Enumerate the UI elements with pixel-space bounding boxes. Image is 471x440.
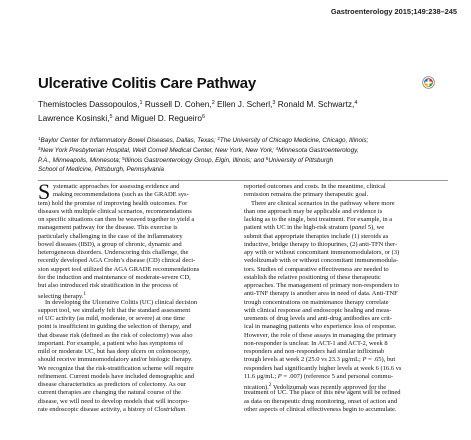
drop-cap: S — [38, 179, 51, 204]
text-line — [38, 340, 244, 348]
text-line — [38, 200, 244, 208]
author-line — [38, 97, 443, 111]
text-run: reported outcomes and costs. In the meantime, clinical — [244, 183, 386, 190]
crossmark-icon[interactable] — [422, 76, 435, 89]
affiliation-line — [38, 155, 448, 165]
text-line — [244, 266, 450, 274]
text-line — [38, 406, 244, 414]
text-run: apy with or without concomitant immunomodulators, or (3) — [244, 249, 400, 256]
text-line — [38, 332, 244, 340]
reference-superscript: 4 — [275, 146, 279, 152]
text-run: trough concentrations on maintenance therapy correlate — [244, 298, 389, 306]
text-run: than one approach may be applicable and evidence is — [244, 207, 383, 215]
text-line — [38, 208, 244, 216]
text-line — [244, 249, 450, 257]
text-line — [38, 381, 244, 389]
text-line — [244, 406, 450, 414]
reference-superscript: 5 — [109, 113, 113, 120]
text-run: anti-TNF therapy is another area in need of data. Anti-TNF — [244, 290, 398, 298]
text-run: In developing the Ulcerative Colitis (UC) clinical decision — [45, 298, 198, 306]
text-run: The University of Chicago Medicine, Chicago, Illinois; — [219, 137, 369, 144]
text-run: as data on therapeutic drug monitoring, onset of action and — [244, 397, 398, 405]
text-line — [244, 365, 450, 373]
text-line — [244, 233, 450, 241]
text-run: approaches. The management of primary non-responders to — [244, 282, 399, 289]
text-line — [38, 348, 244, 356]
text-run: Baylor Center for Inflammatory Bowel Diseases, Dallas, Texas; — [40, 137, 218, 144]
text-line — [38, 224, 244, 232]
text-run: important. For example, a patient who has symptoms of — [38, 339, 184, 347]
text-run: tem) hold the promise of improving health outcomes. For — [38, 199, 188, 207]
text-line — [244, 290, 450, 298]
text-line — [38, 274, 244, 282]
italic-text: P — [277, 372, 282, 380]
text-line — [244, 274, 450, 282]
text-run: making recommendations (such as the GRADE sys- — [53, 191, 189, 199]
reference-superscript: 6 — [202, 113, 206, 120]
text-run: of UC activity (as mild, moderate, or severe) at one time — [38, 315, 185, 322]
reference-superscript: 1 — [38, 136, 41, 141]
text-run: selecting therapy. — [38, 293, 84, 301]
reference-superscript: 1 — [139, 100, 143, 106]
text-run: and Miguel D. Regueiro — [112, 112, 203, 123]
text-line — [244, 183, 450, 191]
text-run: Ronald M. Schwartz, — [275, 99, 355, 109]
text-line — [244, 307, 450, 315]
text-run: refinement. Current models have included demographic and — [38, 372, 195, 380]
text-line — [244, 340, 450, 348]
text-run: However, the role of these assays in managing the primary — [244, 331, 397, 339]
text-line — [244, 398, 450, 406]
text-line — [244, 191, 450, 199]
text-line — [38, 315, 244, 323]
text-run: ystematic approaches for assessing evidence and — [53, 183, 180, 190]
text-line — [244, 241, 450, 249]
text-run: on specific situations can then be weaved together to yield a — [38, 216, 195, 223]
body-column-left — [38, 179, 244, 414]
text-line — [244, 257, 450, 265]
text-line — [38, 233, 244, 241]
reference-superscript: 2 — [211, 100, 215, 106]
affiliation-line — [38, 135, 448, 145]
reference-superscript: 2 — [217, 136, 220, 141]
text-run: remission remains the primary therapeutic goal. — [244, 191, 369, 199]
reference-superscript: 4 — [354, 100, 358, 106]
text-line — [244, 282, 450, 290]
text-run: New York Presbyterian Hospital, Weill Cornell Medical Center, New York, New York; — [40, 147, 276, 155]
reference-superscript: 5 — [122, 156, 125, 162]
body-column-right — [244, 183, 450, 414]
text-run: Lawrence Kosinski, — [38, 112, 110, 123]
text-run: diseases with multiple clinical scenarios, recommendations — [38, 207, 192, 215]
text-run: = .007) (reference 5 and personal commu- — [281, 372, 393, 380]
italic-text: panel — [351, 224, 367, 232]
reference-superscript: 1 — [83, 291, 87, 298]
text-run: Themistocles Dassopoulos, — [38, 99, 140, 109]
italic-text: Clostridium — [154, 405, 186, 413]
reference-superscript: 3 — [38, 146, 41, 152]
article-title: Ulcerative Colitis Care Pathway — [38, 75, 257, 92]
text-line — [38, 249, 244, 257]
text-line — [38, 191, 244, 199]
text-run: urements of drug levels and anti-drug antibodies are crit- — [244, 315, 393, 322]
text-run: Illinois Gastroenterology Group, Elgin, Illinois; and — [124, 157, 266, 165]
text-run: establish the relative positioning of these therapeutic — [244, 273, 381, 281]
text-run: Vedolizumab was recently approved for the — [271, 384, 387, 392]
text-line — [38, 307, 244, 315]
text-run: disease, we will need to develop models that will incorpo- — [38, 397, 190, 405]
text-run: but also introduced risk stratification in the process of — [38, 282, 179, 289]
text-line — [38, 356, 244, 364]
text-run: current therapies are changing the natural course of the — [38, 389, 181, 397]
text-run: There are clinical scenarios in the pathway where more — [251, 199, 395, 207]
affiliation-line — [38, 145, 448, 155]
text-run: should receive immunomodulatory and/or biologic therapy. — [38, 356, 193, 364]
text-run: bowel diseases (IBD), a group of chronic, dynamic and — [38, 240, 182, 248]
text-line — [244, 332, 450, 340]
text-line — [244, 348, 450, 356]
text-run: vedolizumab with or without concomitant immunomodula- — [244, 257, 398, 265]
text-run: We recognize that the risk-stratification scheme will require — [38, 364, 194, 372]
text-line — [244, 381, 450, 392]
text-run: other aspects of clinical effectiveness begin to accumulate. — [244, 405, 397, 413]
text-line — [244, 323, 450, 331]
text-run: particularly challenging in the case of the inflammatory — [38, 232, 183, 240]
text-line — [244, 208, 450, 216]
text-run: for the induction and maintenance of moderate-severe CD, — [38, 273, 191, 281]
text-line — [38, 216, 244, 224]
author-list — [38, 97, 443, 124]
text-line — [38, 389, 244, 397]
text-line — [38, 365, 244, 373]
text-run: ical in managing patients who experience loss of response. — [244, 323, 397, 331]
text-run: disease characteristics as predictors of colectomy. As our — [38, 381, 186, 388]
author-line — [38, 111, 443, 125]
text-run: P.A., Minneapolis, Minnesota; — [38, 157, 123, 165]
text-line — [244, 373, 450, 381]
text-line — [244, 389, 450, 397]
section-divider — [38, 180, 448, 181]
text-run: School of Medicine, Pittsburgh, Pennsylvania — [38, 165, 165, 173]
text-run: tors. Studies of comparative effectiveness are needed to — [244, 265, 389, 273]
text-line — [38, 257, 244, 265]
text-line — [38, 398, 244, 406]
reference-superscript: 3 — [272, 100, 276, 106]
affiliation-line — [38, 166, 448, 174]
text-line — [38, 290, 244, 301]
text-run: 5), we — [366, 224, 385, 232]
text-run: patient with UC in the high-risk stratum ( — [244, 224, 352, 232]
text-run: responders had significantly higher levels at week 6 (16.6 vs — [244, 364, 402, 372]
text-line — [38, 323, 244, 331]
text-run: Russell D. Cohen, — [142, 99, 212, 109]
text-run: point is insufficient in guiding the selection of therapy, and — [38, 323, 192, 331]
affiliations — [38, 135, 448, 174]
text-run: non-responder is unclear. In ACT-1 and ACT-2, week 8 — [244, 339, 388, 347]
text-line — [38, 266, 244, 274]
text-line — [244, 216, 450, 224]
text-line — [244, 356, 450, 364]
text-run: 11.6 μg/mL; — [244, 372, 278, 380]
text-run: with clinical response and endoscopic healing and meas- — [244, 306, 392, 314]
text-line — [38, 299, 244, 307]
reference-superscript: 2 — [268, 382, 272, 388]
text-run: University of Pittsburgh — [268, 157, 334, 165]
text-run: that disease risk (defined as the risk of colectomy) was also — [38, 331, 193, 339]
text-run: nication). — [244, 384, 269, 392]
text-run: support tool, we similarly felt that the standard assessment — [38, 306, 191, 314]
text-line — [244, 299, 450, 307]
text-line — [38, 241, 244, 249]
text-run: lacking as to the single, best treatment. For example, in a — [244, 216, 393, 223]
text-run: submit that appropriate therapies include (1) steroids as — [244, 232, 389, 240]
text-run: responders and non-responders had similar infliximab — [244, 348, 385, 355]
text-run: = .65), but — [366, 356, 396, 364]
text-line — [244, 224, 450, 232]
text-line — [244, 315, 450, 323]
italic-text: P — [362, 356, 367, 364]
text-run: Ellen J. Scherl, — [214, 99, 273, 109]
text-run: trough levels at week 2 (25.0 vs 23.3 μg/mL; — [244, 356, 363, 364]
text-run: inductive, bridge therapy to thiopurines, (2) anti-TFN ther- — [244, 240, 398, 248]
reference-superscript: 6 — [265, 156, 269, 162]
text-run: mild or moderate UC, but has deep ulcers on colonoscopy, — [38, 348, 191, 355]
text-run: recently developed AGA Crohn’s disease (CD) clinical deci- — [38, 257, 196, 265]
text-line — [38, 183, 244, 191]
journal-reference: Gastroenterology 2015;149:238–245 — [330, 7, 457, 16]
text-run: management pathway for the disease. This exercise is — [38, 224, 178, 232]
text-run: sion support tool utilized the AGA GRADE recommendations — [38, 265, 200, 273]
text-line — [38, 282, 244, 290]
text-run: heterogeneous disorders. Underscoring this challenge, the — [38, 249, 189, 256]
text-line — [38, 373, 244, 381]
text-run: treatment of UC. The place of this new agent will be refined — [244, 389, 401, 397]
text-line — [244, 200, 450, 208]
text-run: rate endoscopic disease activity, a history of — [38, 405, 155, 413]
text-run: Minnesota Gastroenterology, — [278, 147, 359, 155]
